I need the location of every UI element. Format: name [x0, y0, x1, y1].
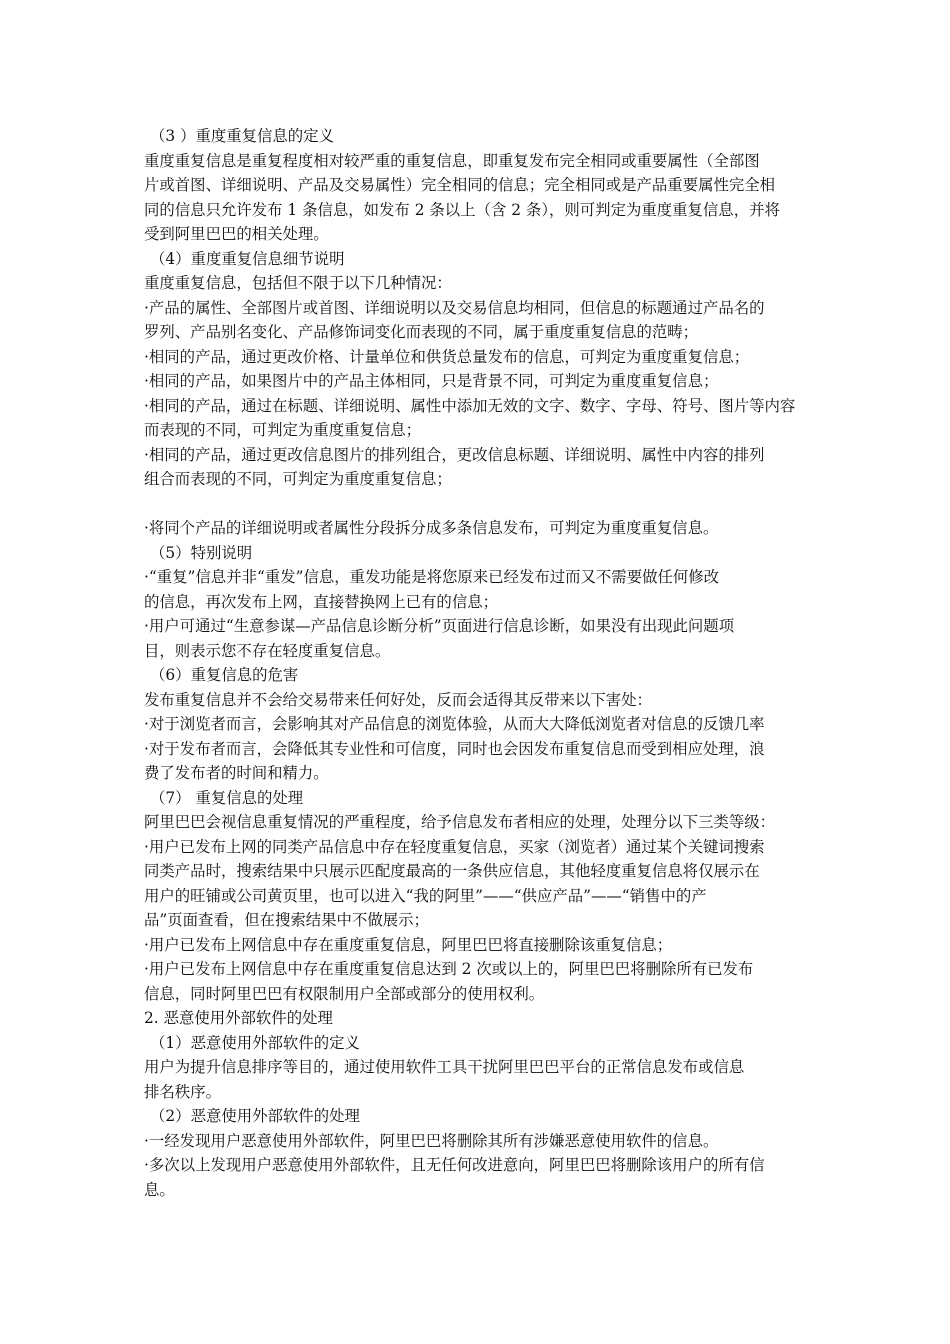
text-line: （1）恶意使用外部软件的定义: [150, 1033, 360, 1052]
text-line: 目，则表示您不存在轻度重复信息。: [144, 641, 391, 660]
text-line: 息。: [144, 1180, 175, 1199]
text-line: 同的信息只允许发布 1 条信息，如发布 2 条以上（含 2 条），则可判定为重度重复信息，并将: [144, 200, 780, 219]
text-line: ·对于浏览者而言，会影响其对产品信息的浏览体验，从而大大降低浏览者对信息的反馈几率: [144, 715, 765, 733]
text-line: 用户的旺铺或公司黄页里，也可以进入“我的阿里”——“供应产品”——“销售中的产: [144, 886, 707, 905]
text-line: 同类产品时，搜索结果中只展示匹配度最高的一条供应信息，其他轻度重复信息将仅展示在: [144, 862, 760, 880]
text-line: ·用户已发布上网的同类产品信息中存在轻度重复信息，买家（浏览者）通过某个关键词搜索: [144, 837, 765, 856]
text-line: ·“重复”信息并非“重发”信息，重发功能是将您原来已经发布过而又不需要做任何修改: [144, 568, 720, 586]
text-line: 重度重复信息是重复程度相对较严重的重复信息，即重复发布完全相同或重要属性（全部图: [144, 151, 760, 170]
text-line: （3 ）重度重复信息的定义: [150, 127, 334, 145]
text-line: ·相同的产品，通过更改价格、计量单位和供货总量发布的信息，可判定为重度重复信息；: [144, 347, 750, 366]
text-line: ·将同个产品的详细说明或者属性分段拆分成多条信息发布，可判定为重度重复信息。: [144, 519, 719, 537]
text-line: ·相同的产品，通过更改信息图片的排列组合，更改信息标题、详细说明、属性中内容的排列: [144, 445, 765, 464]
text-line: 费了发布者的时间和精力。: [144, 764, 329, 782]
text-line: 的信息，再次发布上网，直接替换网上已有的信息；: [144, 592, 498, 611]
text-line: ·用户可通过“生意参谋—产品信息诊断分析”页面进行信息诊断，如果没有出现此问题项: [144, 617, 735, 635]
text-line: （2）恶意使用外部软件的处理: [150, 1107, 360, 1125]
text-line: 片或首图、详细说明、产品及交易属性）完全相同的信息；完全相同或是产品重要属性完全相: [144, 176, 776, 194]
text-line: ·产品的属性、全部图片或首图、详细说明以及交易信息均相同，但信息的标题通过产品名的: [144, 298, 765, 317]
text-line: ·多次以上发现用户恶意使用外部软件，且无任何改进意向，阿里巴巴将删除该用户的所有信: [144, 1156, 765, 1174]
text-line: 2. 恶意使用外部软件的处理: [144, 1009, 333, 1027]
text-line: 排名秩序。: [144, 1082, 221, 1101]
text-line: 阿里巴巴会视信息重复情况的严重程度，给予信息发布者相应的处理，处理分以下三类等级：: [144, 813, 776, 831]
text-line: 而表现的不同，可判定为重度重复信息；: [144, 421, 422, 439]
text-line: ·相同的产品，如果图片中的产品主体相同，只是背景不同，可判定为重度重复信息；: [144, 372, 719, 390]
text-line: 品”页面查看，但在搜索结果中不做展示；: [144, 911, 429, 929]
text-line: 组合而表现的不同，可判定为重度重复信息；: [144, 470, 452, 488]
text-line: （7） 重复信息的处理: [150, 788, 304, 807]
text-line: ·用户已发布上网信息中存在重度重复信息达到 2 次或以上的，阿里巴巴将删除所有已发布: [144, 960, 754, 978]
text-line: 用户为提升信息排序等目的，通过使用软件工具干扰阿里巴巴平台的正常信息发布或信息: [144, 1058, 745, 1076]
text-line: 信息，同时阿里巴巴有权限制用户全部或部分的使用权利。: [144, 984, 545, 1003]
text-line: ·相同的产品，通过在标题、详细说明、属性中添加无效的文字、数字、字母、符号、图片等内容: [144, 396, 796, 415]
text-line: ·对于发布者而言，会降低其专业性和可信度，同时也会因发布重复信息而受到相应处理，浪: [144, 739, 765, 758]
text-line: 重度重复信息，包括但不限于以下几种情况：: [144, 274, 452, 292]
text-line: 罗列、产品别名变化、产品修饰词变化而表现的不同，属于重度重复信息的范畴；: [144, 323, 699, 341]
text-line: ·一经发现用户恶意使用外部软件，阿里巴巴将删除其所有涉嫌恶意使用软件的信息。: [144, 1131, 719, 1150]
text-line: （4）重度重复信息细节说明: [150, 249, 345, 268]
text-line: （6）重复信息的危害: [150, 666, 299, 684]
blank-line: [144, 492, 816, 517]
text-line: 受到阿里巴巴的相关处理。: [144, 225, 329, 243]
document-page: [144, 124, 816, 1202]
text-line: 发布重复信息并不会给交易带来任何好处，反而会适得其反带来以下害处：: [144, 690, 652, 709]
text-line: ·用户已发布上网信息中存在重度重复信息，阿里巴巴将直接删除该重复信息；: [144, 935, 673, 954]
text-line: （5）特别说明: [150, 543, 253, 562]
